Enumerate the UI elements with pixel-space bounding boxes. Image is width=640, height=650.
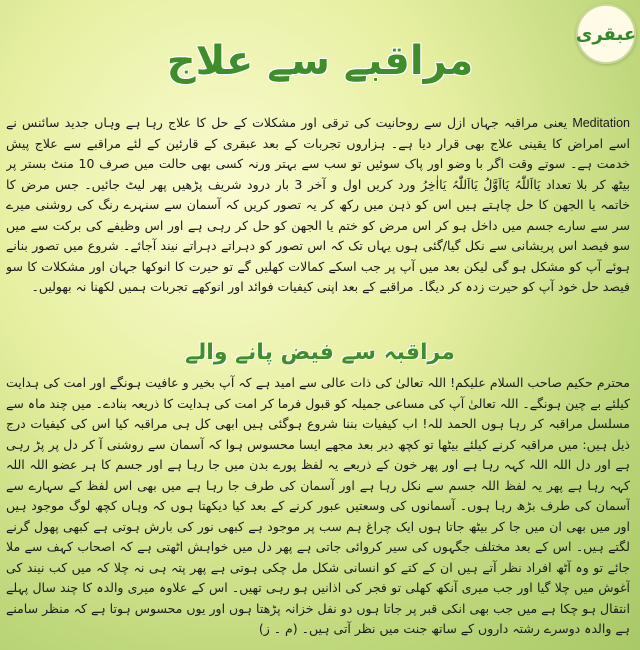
paragraph-1 <box>6 113 630 298</box>
meditation-keyword: Meditation <box>572 116 630 130</box>
paragraph-2-text: محترم حکیم صاحب السلام علیکم! اللہ تعالیٰ کی ذات عالی سے امید ہے کہ آپ بخیر و عافیت ہونگے اور امت کی ہدایت کیلئے بے چین ہونگے۔ اللہ تعالیٰ آپ کی مساعی جمیلہ کو قبول فرما کر امت کی ہدایت کا ذریعہ بنادے۔ میں چند ماہ سے مسلسل مراقبہ کر رہا ہوں الحمد للہ! اب کیفیات بننا شروع ہوگئی ہیں ابھی کل ہی مراقبہ کیا اس کی کیفیات درج ذیل ہیں: میں مراقبہ کرنے کیلئے بیٹھا تو کچھ دیر بعد مجھے ایسا محسوس ہوا کہ آسمان سے روشنی آ کر دل پر پڑ رہی ہے اور دل اللہ اللہ کہہ رہا ہے اور پھر خون کے ذریعے یہ لفظ پورے بدن میں جا رہا ہے اور جسم کا ہر عضو اللہ اللہ کہہ رہا ہے پھر یہ لفظ اللہ جسم سے نکل رہا ہے اور آسمان کی طرف جا رہا ہے میں بھی اس لفظ کے سہارے سے آسمان کی طرف بڑھ رہا ہوں۔ آسمانوں کی وسعتیں عبور کرنے کے بعد کیا دیکھتا ہوں کہ وہاں کچھ لوگ موجود ہیں اور میں بھی ان میں جا کر بیٹھ جاتا ہوں ایک چراغ ہم سب پر موجود ہے کبھی نور کی بارش ہوتی ہے کبھی پھول گرنے لگتے ہیں۔ اس کے بعد مختلف جگہوں کی سیر کروائی جاتی ہے پھر دل میں خواہش اٹھتی ہے کہ اصحاب کہف سے ملا جائے تو وہ آٹھ افراد نظر آتے ہیں ان کے کتے کو انسانی شکل مل چکی ہوتی ہے پھر پتہ ہی نہ چلا کہ میں کب نیند کی آغوش میں چلا گیا اور جب میری آنکھ کھلی تو فجر کی اذانیں ہو رہی تھیں۔ اس کے علاوہ میری والدہ کا چند سال پہلے انتقال ہو چکا ہے میں جب بھی انکی قبر پر جاتا ہوں دو نفل خزانہ پڑھتا ہوں اور یوں محسوس ہوتا ہے کہ منظر سامنے ہے والدہ دوسرے رشتہ داروں کے ساتھ جنت میں نظر آتی ہیں۔ (م ۔ ز) <box>6 375 630 636</box>
page-title: مراقبے سے علاج <box>166 38 474 84</box>
paragraph-1-text: یعنی مراقبہ جہاں ازل سے روحانیت کی ترقی اور مشکلات کے حل کا علاج رہا ہے وہاں جدید سائنس نے اسے امراض کا یقینی علاج بھی قرار دیا ہے۔ ہزاروں تجربات کے بعد عبقری کے قارئین کے لئے مراقبے سے علاج پیش خدمت ہے۔ سوتے وقت اگر با وضو اور پاک سوئیں تو سب سے بہتر ورنہ کسی بھی حالت میں صرف 10 منٹ بستر پر بیٹھ کر بلا تعداد یَااَللّٰہُ یَااَوَّلُ یَااَللّٰہُ یَااٰخِرُ ورد کریں اول و آخر 3 بار درود شریف پڑھیں پھر لیٹ جائیں۔ جس مرض کا خاتمہ یا الجھن کا حل چاہتے ہیں اس کو ذہن میں رکھ کر یہ تصور کریں کہ آسمان سے سنہرے رنگ کی روشنی میرے سر سے سارے جسم میں داخل ہو کر اس مرض کو ختم یا الجھن کو حل کر رہی ہے اور اس وظیفے کی برکت سے میں سو فیصد اس پریشانی سے نکل گیا/گئی ہوں یہاں تک کہ اس تصور کو دہراتے دہراتے نیند آجائے۔ شروع میں تصور بنانے ہوئے آپ کو مشکل ہو گی لیکن بعد میں آپ پر جب اسکے کمالات کھلیں گے تو حیرت کا انوکھا جہان اور مشکلات کا سو فیصد حل خود آپ کو حیرت زدہ کر دیگا۔ مراقبے کے بعد اپنی کیفیات فوائد اور انوکھے تجربات ہمیں لکھنا نہ بھولیں۔ <box>6 115 630 294</box>
article-body-section-1 <box>6 113 630 343</box>
article-body-section-2 <box>6 373 630 645</box>
section-subtitle: مراقبہ سے فیض پانے والے <box>185 340 455 365</box>
logo-text: عبقری <box>575 23 637 45</box>
